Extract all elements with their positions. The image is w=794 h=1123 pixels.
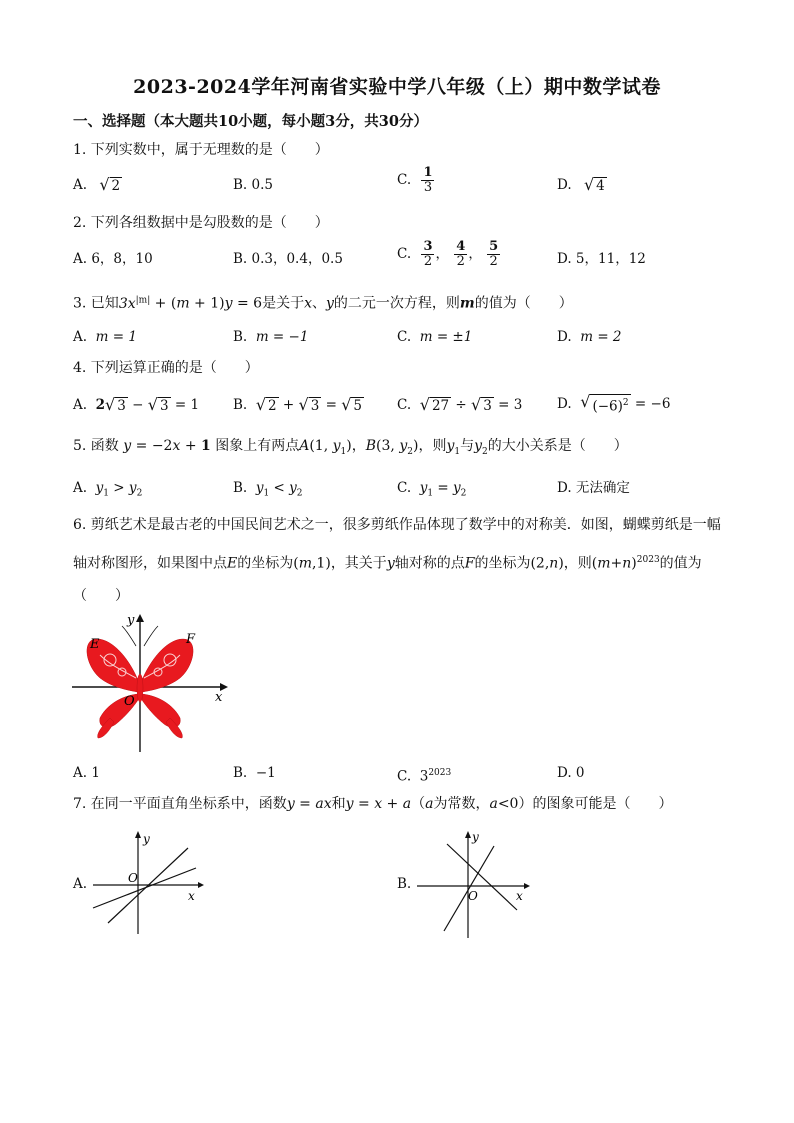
q1-option-a: A. √ 2 <box>73 175 121 194</box>
origin-label: O <box>124 694 135 709</box>
question-1-stem: 1. 下列实数中，属于无理数的是（ ） <box>73 142 329 158</box>
y-axis-label: y <box>472 830 479 844</box>
q7-option-a-label: A. <box>73 876 88 892</box>
q1-option-b: B. 0.5 <box>233 177 273 193</box>
question-4-stem: 4. 下列运算正确的是（ ） <box>73 360 259 376</box>
point-f-label: F <box>186 632 196 647</box>
q2-option-d: D. 5，11，12 <box>557 251 646 267</box>
x-axis-label: x <box>516 889 523 903</box>
line-1 <box>447 844 517 910</box>
q3-option-c: C. m = ±1 <box>397 329 473 345</box>
point-e-label: E <box>90 637 100 652</box>
question-6-line-3: （ ） <box>73 588 129 604</box>
q7-option-b-label: B. <box>397 876 412 892</box>
q6-option-b: B. −1 <box>233 765 276 781</box>
q3-option-a: A. m = 1 <box>73 329 137 345</box>
question-6-line-1: 6. 剪纸艺术是最古老的中国民间艺术之一，很多剪纸作品体现了数学中的对称美．如图，蝴蝶剪纸是一幅 <box>73 517 721 533</box>
x-axis-label: x <box>215 690 223 705</box>
q6-option-d: D. 0 <box>557 765 585 781</box>
q6-option-c: C. $3^{2023}$ <box>397 768 452 785</box>
q6-option-a: A. 1 <box>73 765 100 781</box>
q2-option-c: C. $\frac{3}{2}$ ， $\frac{4}{2}$ ， $\frac{5}{2}$ <box>397 239 499 269</box>
q4-option-b: B. √ 2 + √ 3 = √ 5 <box>233 395 363 414</box>
y-axis-label: y <box>143 832 150 846</box>
sqrt-symbol: √ 2 <box>99 175 121 194</box>
q5-option-a: A. $y_1 > y_2$ <box>73 480 143 499</box>
question-6-line-2: 轴对称图形，如果图中点E的坐标为(m,1)，其关于y轴对称的点F的坐标为(2,n)，则$(m+n)^{2023}$的值为 <box>73 555 702 572</box>
fraction: $\frac{1}{3}$ <box>423 165 433 195</box>
q4-option-d: D. √ $(-6)^2$ = −6 <box>557 392 671 415</box>
q4-option-c: C. √ 27 ÷ √ 3 = 3 <box>397 395 523 414</box>
y-axis-label: y <box>127 613 135 628</box>
origin-label: O <box>128 871 138 885</box>
q3-option-b: B. m = −1 <box>233 329 309 345</box>
section-heading: 一、选择题（本大题共10小题，每小题3分，共30分） <box>73 113 428 130</box>
q7-option-b-graph <box>412 826 537 941</box>
q2-option-a: A. 6，8，10 <box>73 251 153 267</box>
q7-option-a-graph <box>88 828 208 938</box>
question-7-stem: 7. 在同一平面直角坐标系中，函数y = ax和y = x + a（a为常数，a<0）的图象可能是（ ） <box>73 796 673 812</box>
q1-option-d: D. √ 4 <box>557 175 605 194</box>
q1-option-c: C. $\frac{1}{3}$ <box>397 165 433 195</box>
y-axis-arrow <box>136 614 144 622</box>
q3-option-d: D. m = 2 <box>557 329 622 345</box>
page-title: 2023-2024学年河南省实验中学八年级（上）期中数学试卷 <box>133 76 661 98</box>
q2-option-b: B. 0.3，0.4，0.5 <box>233 251 343 267</box>
q4-option-a: A. 2 √ 3 − √ 3 = 1 <box>73 395 200 414</box>
origin-label: O <box>468 889 478 903</box>
q5-option-b: B. $y_1 < y_2$ <box>233 480 303 499</box>
x-axis-label: x <box>188 889 195 903</box>
butterfly-figure <box>70 610 230 755</box>
question-5-stem: 5. 函数 y = −2x + 1 图象上有两点A(1, $y_1$)，B(3, $y_2$)，则$y_1$与$y_2$的大小关系是（ ） <box>73 438 628 457</box>
q5-option-d: D. 无法确定 <box>557 480 630 496</box>
question-3-stem: 3. 已知$3x^{|m|} + (m + 1)y = 6$是关于x、y的二元一次方程，则m的值为（ ） <box>73 295 573 312</box>
question-2-stem: 2. 下列各组数据中是勾股数的是（ ） <box>73 215 329 231</box>
sqrt-symbol: √ 4 <box>583 175 605 194</box>
q5-option-c: C. $y_1 = y_2$ <box>397 480 467 499</box>
